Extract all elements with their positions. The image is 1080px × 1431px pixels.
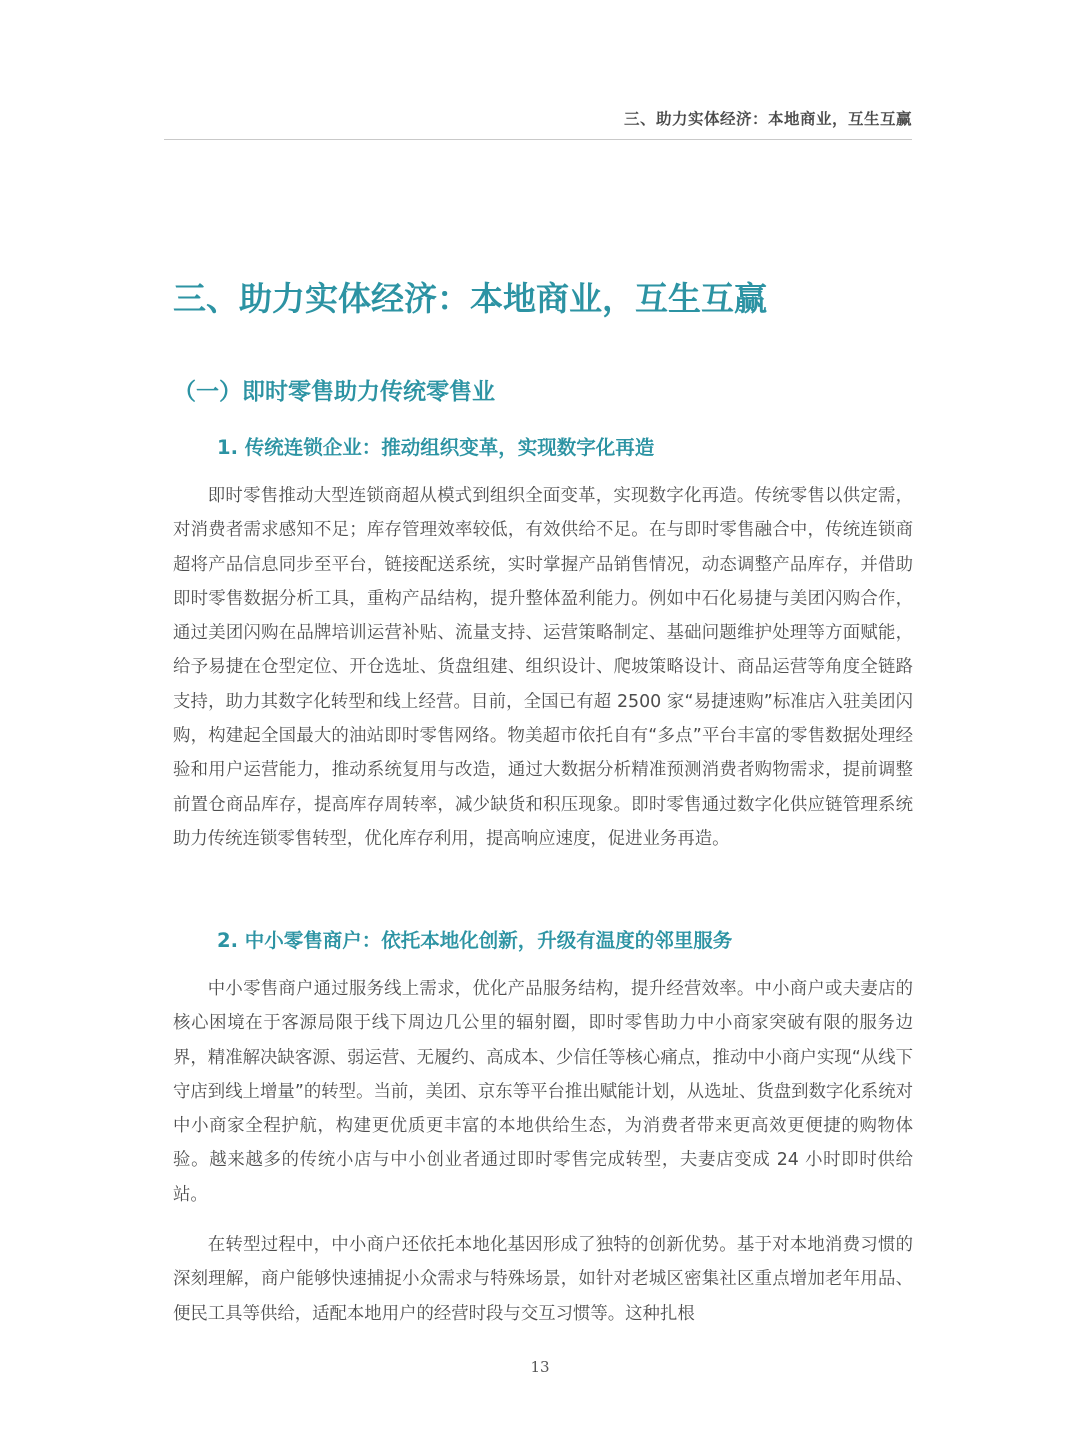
paragraph-2: 中小零售商户通过服务线上需求，优化产品服务结构，提升经营效率。中小商户或夫妻店的核心困境在于客源局限于线下周边几公里的辐射圈，即时零售助力中小商家突破有限的服务边界，精准解决缺客源、弱运营、无履约、高成本、少信任等核心痛点，推动中小商户实现“从线下守店到线上增量”的转型。当前，美团、京东等平台推出赋能计划，从选址、货盘到数字化系统对中小商家全程护航，构建更优质更丰富的本地供给生态，为消费者带来更高效更便捷的购物体验。越来越多的传统小店与中小创业者通过即时零售完成转型，夫妻店变成 24 小时即时供给站。 [173,979,913,1205]
paragraph-3: 在转型过程中，中小商户还依托本地化基因形成了独特的创新优势。基于对本地消费习惯的深刻理解，商户能够快速捕捉小众需求与特殊场景，如针对老城区密集社区重点增加老年用品、便民工具等供给，适配本地用户的经营时段与交互习惯等。这种扎根 [173,1235,913,1324]
running-header: 三、助力实体经济：本地商业，互生互赢 [623,110,912,128]
section-title: （一）即时零售助力传统零售业 [173,379,495,405]
subsection-title-1: 1. 传统连锁企业：推动组织变革，实现数字化再造 [217,436,655,459]
page-number: 13 [530,1358,550,1376]
chapter-title: 三、助力实体经济：本地商业，互生互赢 [173,279,767,318]
header-divider [164,139,912,140]
subsection-title-2: 2. 中小零售商户：依托本地化创新，升级有温度的邻里服务 [217,929,733,952]
paragraph-1: 即时零售推动大型连锁商超从模式到组织全面变革，实现数字化再造。传统零售以供定需，对消费者需求感知不足；库存管理效率较低，有效供给不足。在与即时零售融合中，传统连锁商超将产品信息同步至平台，链接配送系统，实时掌握产品销售情况，动态调整产品库存，并借助即时零售数据分析工具，重构产品结构，提升整体盈利能力。例如中石化易捷与美团闪购合作，通过美团闪购在品牌培训运营补贴、流量支持、运营策略制定、基础问题维护处理等方面赋能，给予易捷在仓型定位、开仓选址、货盘组建、组织设计、爬坡策略设计、商品运营等角度全链路支持，助力其数字化转型和线上经营。目前，全国已有超 2500 家“易捷速购”标准店入驻美团闪购，构建起全国最大的油站即时零售网络。物美超市依托自有“多点”平台丰富的零售数据处理经验和用户运营能力，推动系统复用与改造，通过大数据分析精准预测消费者购物需求，提前调整前置仓商品库存，提高库存周转率，减少缺货和积压现象。即时零售通过数字化供应链管理系统助力传统连锁零售转型，优化库存利用，提高响应速度，促进业务再造。 [173,486,913,849]
